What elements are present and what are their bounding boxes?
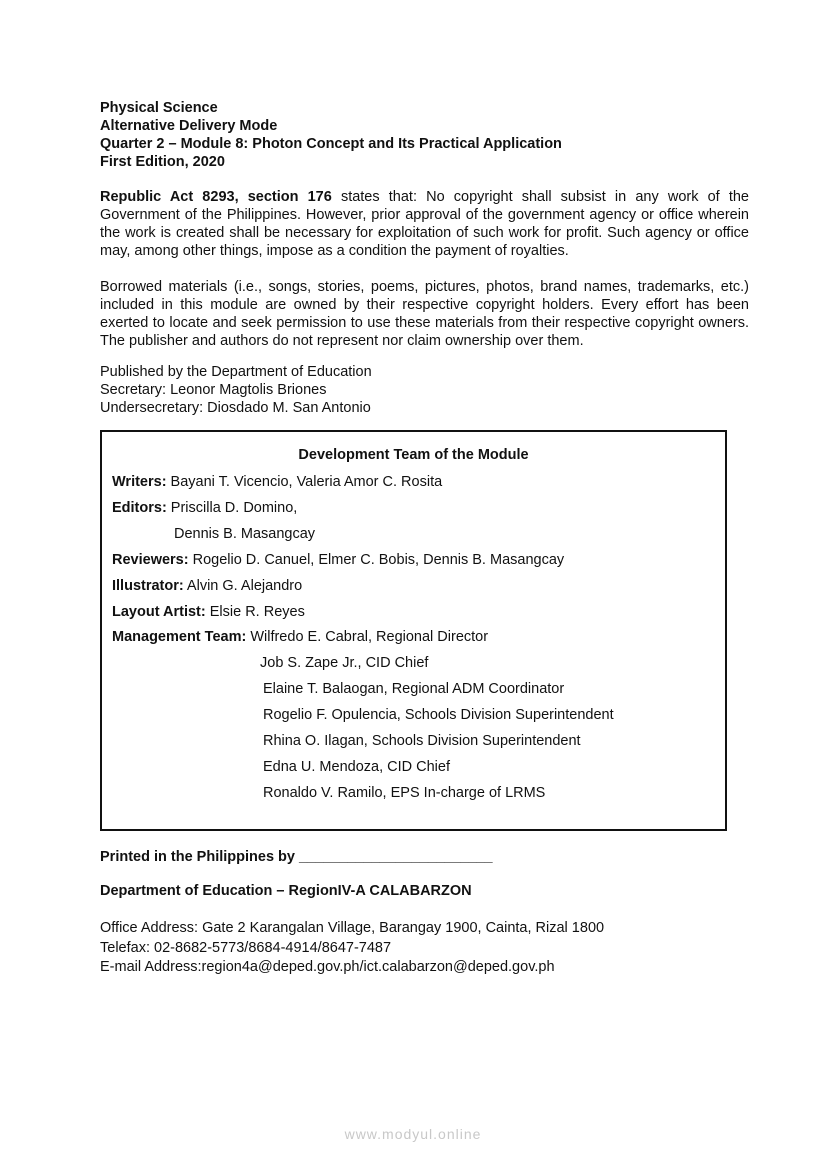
editors-value: Priscilla D. Domino,: [166, 500, 298, 516]
editors-label: Editors:: [112, 500, 167, 516]
telefax: Telefax: 02-8682-5773/8684-4914/8647-7487: [100, 939, 392, 956]
team-title: Development Team of the Module: [298, 447, 529, 463]
illustrator-row: [112, 578, 302, 594]
layout-artist-label: Layout Artist:: [112, 604, 206, 620]
layout-artist-value: Elsie R. Reyes: [205, 604, 305, 620]
copyright-paragraph: [100, 188, 749, 260]
management-row: [112, 629, 488, 645]
reviewers-label: Reviewers:: [112, 552, 189, 568]
subject-title: Physical Science: [100, 100, 218, 116]
publisher: Published by the Department of Education: [100, 364, 372, 380]
editors-row-2: Dennis B. Masangcay: [174, 526, 316, 542]
writers-row: [112, 474, 442, 490]
management-member: Job S. Zape Jr., CID Chief: [260, 655, 429, 671]
illustrator-value: Alvin G. Alejandro: [183, 578, 303, 594]
office-address: Office Address: Gate 2 Karangalan Village, Barangay 1900, Cainta, Rizal 1800: [100, 920, 605, 936]
watermark: www.modyul.online: [344, 1126, 482, 1142]
module-title: Quarter 2 – Module 8: Photon Concept and Its Practical Application: [100, 136, 562, 152]
email-address: E-mail Address:region4a@deped.gov.ph/ict.calabarzon@deped.gov.ph: [100, 959, 555, 975]
management-member: Rhina O. Ilagan, Schools Division Superintendent: [263, 733, 581, 749]
development-team-box: [100, 430, 727, 831]
editors-row: [112, 500, 297, 516]
writers-label: Writers:: [112, 474, 167, 490]
writers-value: Bayani T. Vicencio, Valeria Amor C. Rosita: [166, 474, 443, 490]
borrowed-materials-paragraph: Borrowed materials (i.e., songs, stories, poems, pictures, photos, brand names, trademarks, etc.) included in this module are owned by their respective copyright holders. Every effort has been exerted to locate and seek permission to use these materials from their respective copyright owners. The publisher and authors do not represent nor claim ownership over them.: [100, 279, 749, 349]
management-member: Edna U. Mendoza, CID Chief: [263, 759, 450, 775]
management-value: Wilfredo E. Cabral, Regional Director: [246, 629, 489, 645]
illustrator-label: Illustrator:: [112, 578, 184, 594]
management-label: Management Team:: [112, 629, 247, 645]
contact-info: [100, 919, 749, 978]
delivery-mode: Alternative Delivery Mode: [100, 118, 278, 134]
copyright-text: states that: No copyright shall subsist in any work of the Government of the Philippines. However, prior approval of the government agency or office wherein the work is created shall be necessary for exploitation of such work for profit. Such agency or office may, among other things, impose as a condition the payment of royalties.: [100, 189, 749, 259]
secretary: Secretary: Leonor Magtolis Briones: [100, 382, 327, 398]
reviewers-value: Rogelio D. Canuel, Elmer C. Bobis, Dennis B. Masangcay: [188, 552, 565, 568]
publisher-info: [100, 363, 749, 417]
layout-artist-row: [112, 604, 305, 620]
copyright-lead: Republic Act 8293, section 176: [100, 189, 332, 205]
management-member: Rogelio F. Opulencia, Schools Division Superintendent: [263, 707, 614, 723]
edition: First Edition, 2020: [100, 154, 225, 170]
module-header: [100, 99, 749, 171]
reviewers-row: [112, 552, 564, 568]
management-member: Elaine T. Balaogan, Regional ADM Coordinator: [263, 681, 565, 697]
undersecretary: Undersecretary: Diosdado M. San Antonio: [100, 400, 371, 416]
management-member: Ronaldo V. Ramilo, EPS In-charge of LRMS: [263, 785, 546, 801]
printed-by: Printed in the Philippines by ________________________: [100, 849, 493, 865]
region-heading: Department of Education – RegionIV-A CALABARZON: [100, 883, 472, 899]
